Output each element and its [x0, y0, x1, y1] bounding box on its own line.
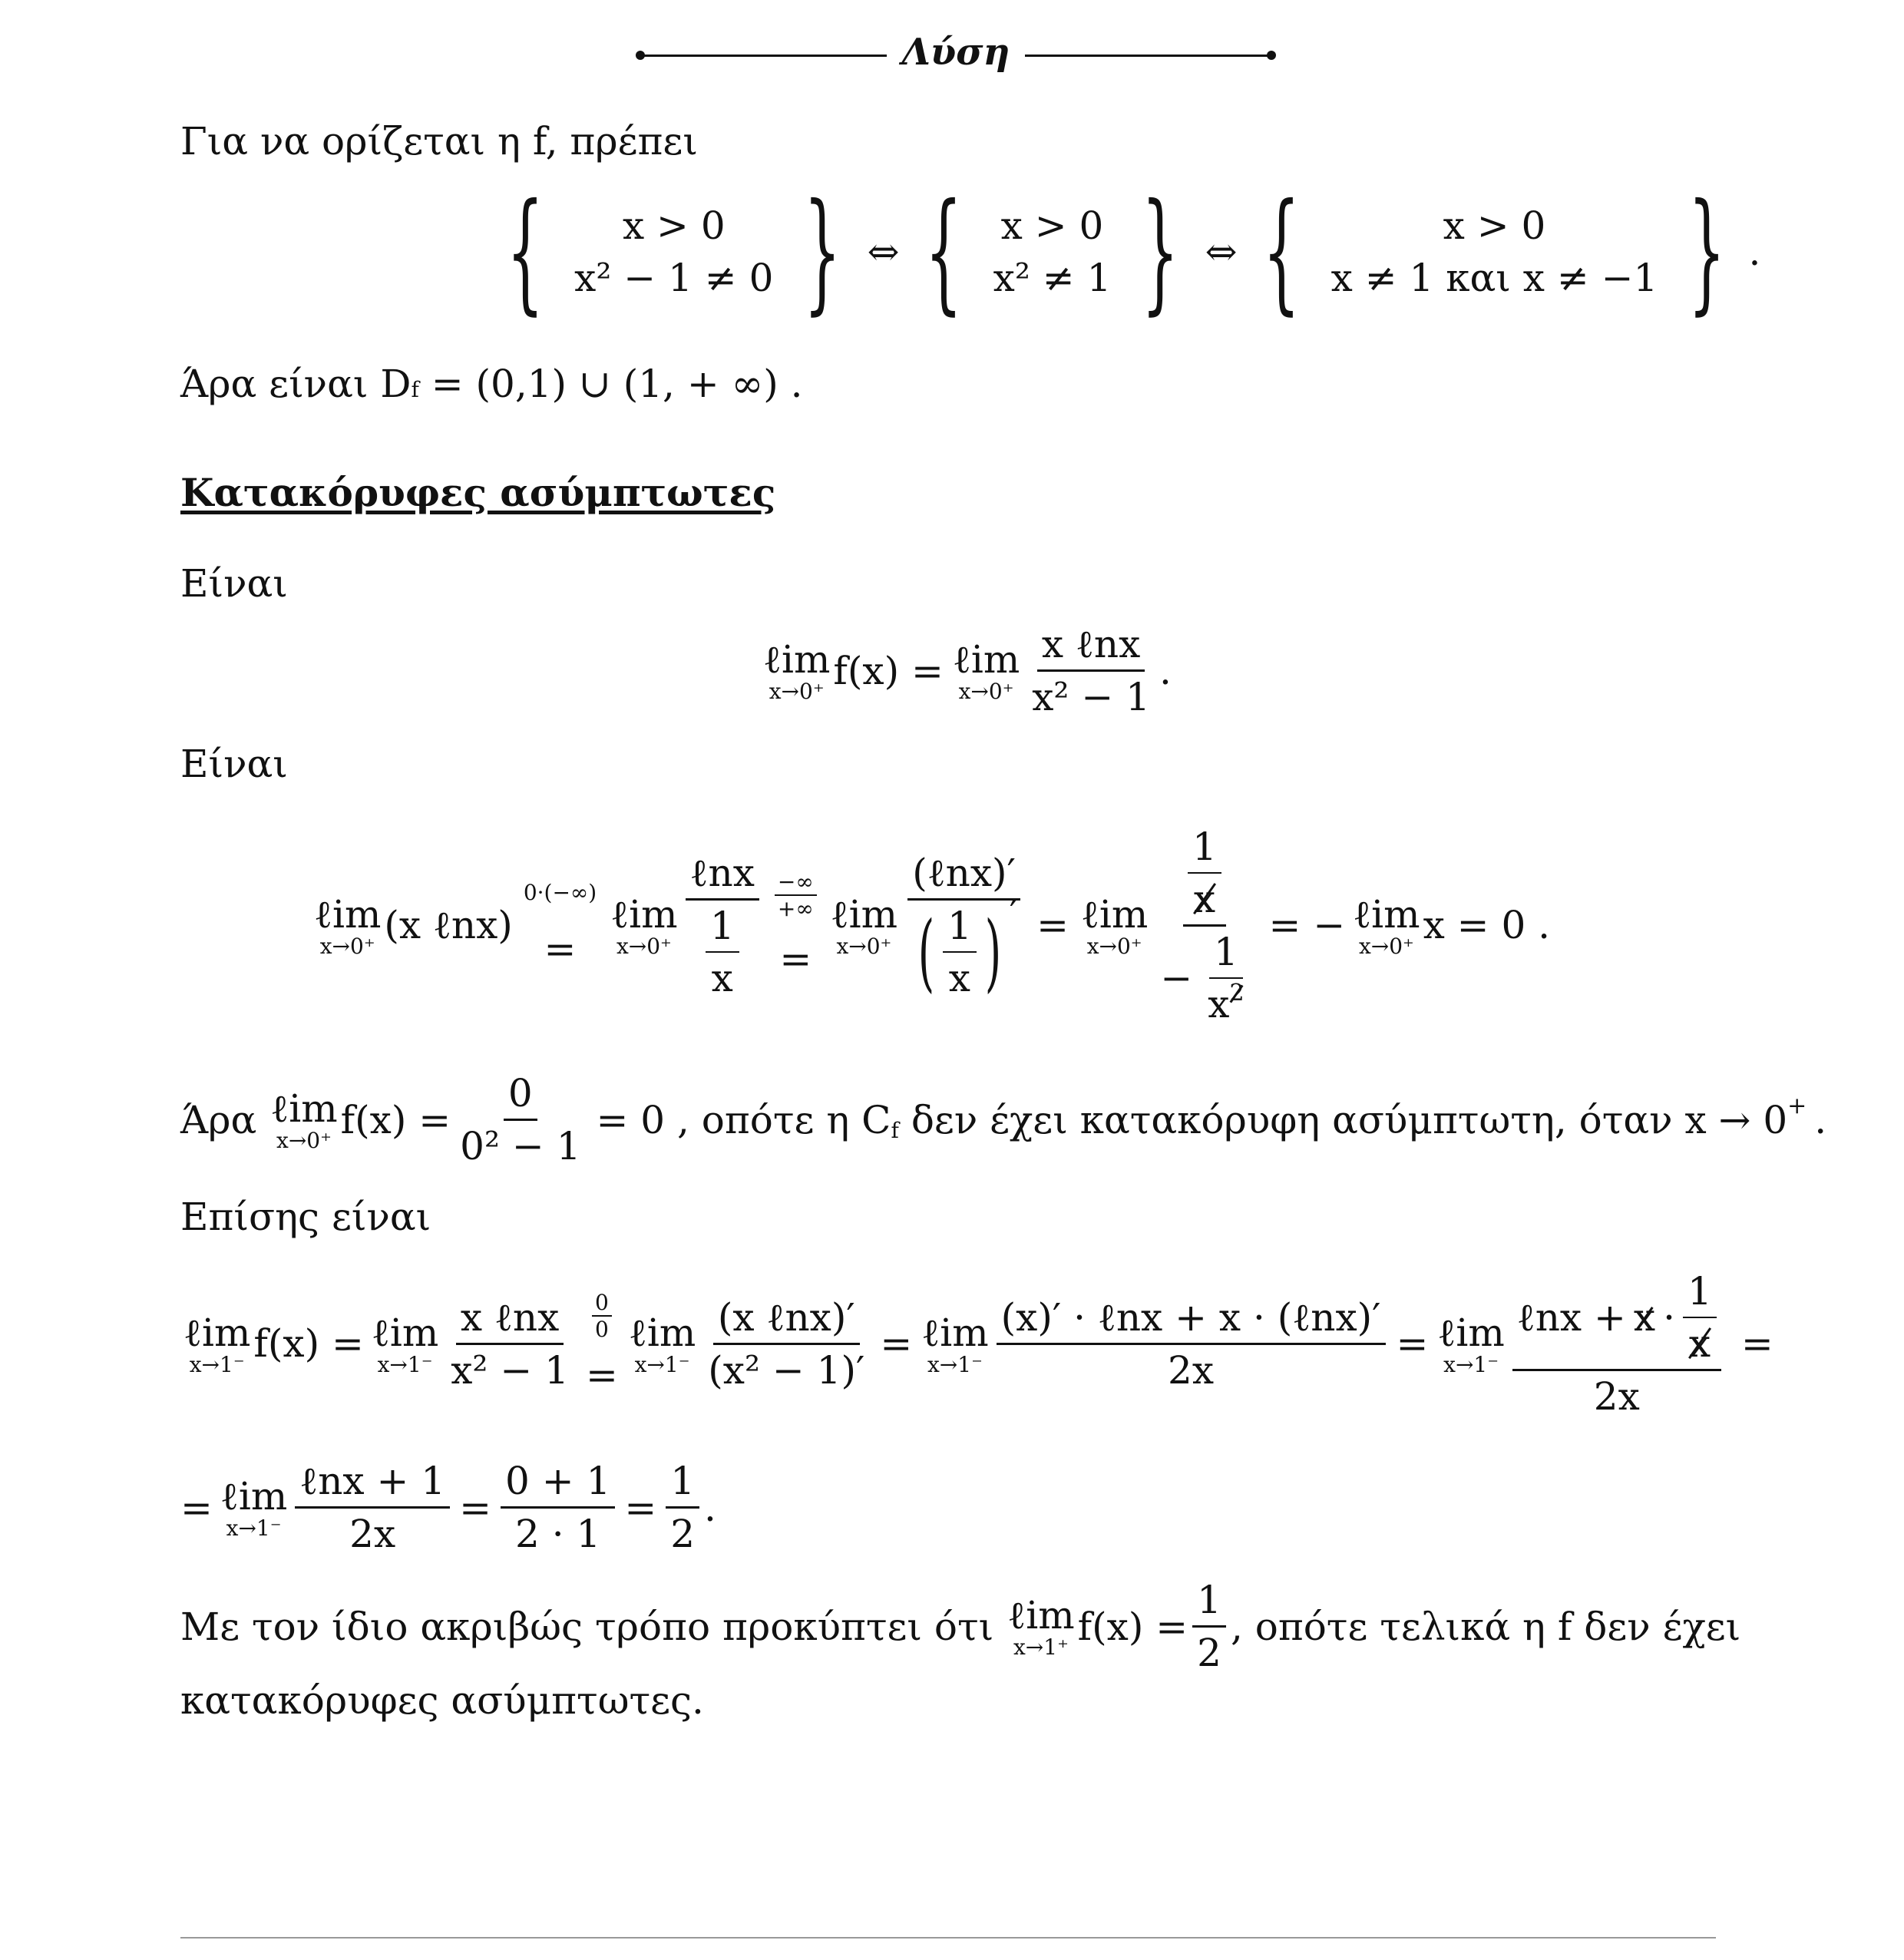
fraction: $\frac{1}{2}$ — [1192, 1578, 1226, 1675]
lhs: f(x) = — [340, 1097, 451, 1142]
period: . — [704, 1485, 716, 1530]
system-b-line2: x² ≠ 1 — [993, 255, 1112, 300]
right-brace: } — [1142, 175, 1179, 328]
period: . — [1748, 229, 1761, 274]
system-a-line2: x² − 1 ≠ 0 — [574, 255, 774, 300]
paragraph-episis: Επίσης είναι — [180, 1195, 431, 1239]
fraction: $\frac{\text{(x ℓnx)′}}{\text{(x² − 1)′}}$ — [708, 1294, 865, 1393]
fraction: $\frac{\text{ℓnx}}{\frac{1}{x}}$ — [686, 851, 759, 1000]
annotated-equals: $\frac{0}{0}$ = — [585, 1290, 618, 1397]
equation-limit-0 — [760, 622, 1172, 719]
equals: = — [180, 1485, 213, 1530]
right-brace: } — [804, 175, 841, 328]
final-line — [180, 1578, 1740, 1675]
domain-system — [484, 175, 1761, 328]
annotated-equals: 0·(−∞) = — [523, 879, 597, 971]
domain-value: = (0,1) ∪ (1, + ∞) . — [431, 362, 803, 406]
indeterminate-form: 0·(−∞) — [523, 879, 597, 905]
equals: = — [624, 1485, 657, 1530]
limit-operator: ℓim x→1⁺ — [1007, 1593, 1075, 1660]
limit-operator: ℓim x→0⁺ — [1080, 891, 1149, 959]
lhs: f(x) = — [1077, 1604, 1188, 1649]
paragraph-einai-2: Είναι — [180, 742, 288, 786]
limit-operator: ℓim x→1⁻ — [921, 1310, 989, 1377]
domain-subscript: f — [411, 377, 419, 402]
domain-symbol: D — [380, 362, 412, 406]
equation-limit-xlnx — [311, 806, 1550, 1044]
conclusion-text: = 0 , οπότε η C — [596, 1097, 891, 1142]
left-brace: { — [506, 175, 544, 328]
header-line-right — [1025, 55, 1271, 57]
fraction: $\frac{\text{x ℓnx}}{\text{x² − 1}}$ — [1032, 622, 1150, 719]
domain-line — [180, 361, 803, 407]
equation-limit-1-minus — [180, 1259, 1773, 1428]
final-rest: , οπότε τελικά η f δεν έχει — [1230, 1604, 1741, 1649]
right-brace: } — [1688, 175, 1726, 328]
limit-operator: ℓim x→0⁺ — [952, 637, 1020, 704]
equals: = — [1396, 1321, 1429, 1366]
iff-symbol: ⇔ — [867, 229, 900, 274]
limit-operator: ℓim x→1⁻ — [371, 1310, 439, 1377]
limit-operator: ℓim x→1⁻ — [1437, 1310, 1505, 1377]
fraction: (ℓnx)′ ( $\frac{1}{x}$ ) ′ — [905, 851, 1023, 1000]
product-term: (x ℓnx) — [384, 903, 513, 947]
limit-operator: ℓim x→0⁺ — [1353, 891, 1420, 959]
fraction: ℓnx + x · $\frac{1}{x}$ 2x — [1512, 1269, 1721, 1419]
system-c — [1331, 203, 1658, 300]
annotated-equals: −∞ +∞ = — [775, 869, 817, 981]
result: x = 0 . — [1423, 903, 1551, 947]
fraction: $\frac{0}{\text{0² − 1}}$ — [460, 1071, 581, 1168]
left-brace: { — [925, 175, 963, 328]
header-title: Λύση — [901, 31, 1010, 74]
header-dot-right — [1267, 51, 1276, 60]
ara-prefix: Άρα — [180, 1097, 257, 1142]
system-b-line1: x > 0 — [1000, 203, 1104, 248]
system-c-line2: x ≠ 1 και x ≠ −1 — [1330, 255, 1658, 300]
equals: = — [1036, 903, 1069, 947]
equation-limit-result — [180, 1459, 716, 1556]
fraction: $\frac{\text{(x)′ · ℓnx + x · (ℓnx)′}}{2x}$ — [997, 1295, 1386, 1393]
superscript-plus: + — [1787, 1092, 1807, 1119]
equals: = — [459, 1485, 492, 1530]
final-line-2: κατακόρυφες ασύμπτωτες. — [180, 1678, 704, 1723]
indeterminate-form: −∞ +∞ — [775, 869, 817, 921]
header-dot-left — [636, 51, 645, 60]
header — [630, 31, 1282, 77]
fraction: $\frac{\text{ℓnx + 1}}{2x}$ — [295, 1459, 450, 1556]
iff-symbol: ⇔ — [1205, 229, 1238, 274]
limit-operator: ℓim x→0⁺ — [314, 891, 382, 959]
period: . — [1159, 648, 1172, 693]
limit-operator: ℓim x→1⁻ — [183, 1310, 251, 1377]
footer-rule — [180, 1937, 1716, 1939]
conclusion-text-2: δεν έχει κατακόρυφη ασύμπτωτη, όταν x → 0 — [911, 1097, 1788, 1142]
limit-operator: ℓim x→0⁺ — [270, 1086, 338, 1153]
period: . — [1814, 1097, 1827, 1142]
conclusion-line-0 — [180, 1071, 1826, 1168]
left-brace: { — [1263, 175, 1301, 328]
intro-text: Για να ορίζεται η f, πρέπει — [180, 119, 698, 164]
indeterminate-form: $\frac{0}{0}$ — [592, 1290, 612, 1342]
equals: = — [880, 1321, 913, 1366]
equals: = — [1740, 1321, 1773, 1366]
lhs: f(x) = — [253, 1321, 364, 1366]
system-c-line1: x > 0 — [1443, 203, 1546, 248]
final-prefix: Με τον ίδιο ακριβώς τρόπο προκύπτει ότι — [180, 1604, 994, 1649]
equals-minus: = − — [1268, 903, 1346, 947]
limit-operator: ℓim x→0⁺ — [830, 891, 898, 959]
fraction: $\frac{0 + 1}{2 \cdot 1}$ — [501, 1459, 615, 1556]
curve-subscript: f — [891, 1118, 899, 1143]
limit-operator: ℓim x→1⁻ — [220, 1474, 288, 1541]
system-a — [574, 203, 773, 300]
header-line-left — [641, 55, 887, 57]
fraction: $\frac{1}{x}$ − $\frac{1}{x2}$ — [1160, 824, 1245, 1026]
domain-prefix: Άρα είναι — [180, 362, 369, 406]
lhs: f(x) = — [833, 648, 944, 693]
limit-operator: ℓim x→0⁺ — [763, 637, 831, 704]
limit-operator: ℓim x→1⁻ — [628, 1310, 696, 1377]
paragraph-einai-1: Είναι — [180, 561, 288, 606]
fraction: $\frac{\text{x ℓnx}}{\text{x² − 1}}$ — [451, 1294, 569, 1393]
limit-operator: ℓim x→0⁺ — [610, 891, 678, 959]
system-b — [993, 203, 1112, 300]
fraction: $\frac{1}{2}$ — [666, 1459, 699, 1556]
section-title: Κατακόρυφες ασύμπτωτες — [180, 470, 776, 515]
system-a-line1: x > 0 — [622, 203, 726, 248]
